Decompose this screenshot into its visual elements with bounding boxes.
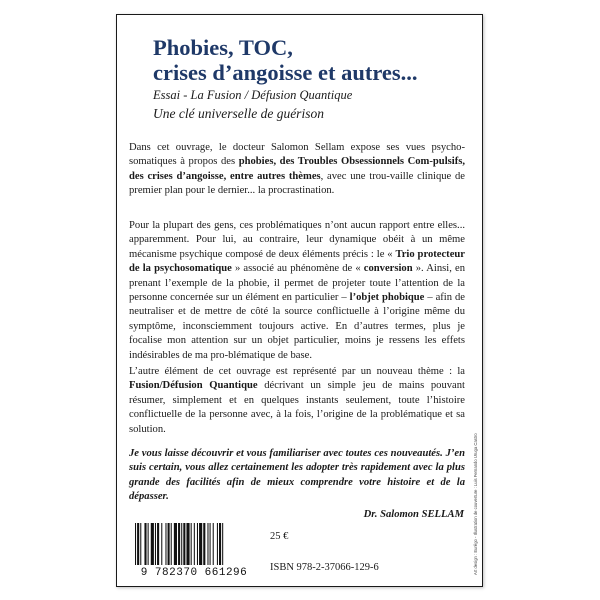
emphasis-text: Fusion/Défusion Quantique (129, 380, 258, 392)
barcode-bar (181, 523, 182, 565)
body-text: Pour la plupart des gens, ces problématiques n’ont aucun rapport entre elles... apparemment. Pour lui, au contraire, leur dynamique obéit à un même mécanisme psychique composé de deux éléments précis : le « (129, 220, 465, 260)
barcode-bar (151, 523, 154, 565)
barcode-bar (144, 523, 146, 565)
emphasis-text: phobies, des Troubles Obsessionnels Com-pulsifs, des crises d’angoisse, entre autres thèmes (129, 156, 465, 182)
barcode-bar (203, 523, 205, 565)
book-back-cover (116, 14, 483, 587)
barcode-bar (171, 523, 172, 565)
emphasis-text: conversion (363, 263, 413, 275)
barcode-bar (161, 523, 162, 565)
barcode-bar (210, 523, 211, 565)
body-text: L’autre élément de cet ouvrage est représenté par un nouveau thème : la (129, 366, 465, 377)
book-tagline: Une clé universelle de guérison (153, 106, 324, 121)
barcode-digits: 9 782370 661296 (140, 567, 248, 579)
barcode-bar (157, 523, 159, 565)
author-signature: Dr. Salomon SELLAM (363, 509, 464, 520)
barcode-bar (168, 523, 170, 565)
barcode-bar (140, 523, 141, 565)
barcode-bar (213, 523, 214, 565)
cover-credits: Art design : Eurêgo - Illustration de couverture : Luis Fernando Uruga Castro (473, 433, 478, 575)
emphasis-text: l’objet phobique (349, 292, 425, 304)
barcode-bar (178, 523, 180, 565)
paragraph-closing: Je vous laisse découvrir et vous familiariser avec toutes ces nouveautés. J’en suis certain, vous allez certainement les adopter très rapidement avec la plus grande des facilités afin de mieux comprendre votre histoire et de la dépasser. (129, 448, 465, 503)
barcode-bar (135, 523, 136, 565)
emphasis-text: Trio protecteur de la psychosomatique (129, 248, 466, 275)
barcode-bar (219, 523, 221, 565)
barcode-bar (197, 523, 198, 565)
barcode-bar (199, 523, 202, 565)
body-text: , avec une trou-vaille clinique de premier plan pour le dernier... la procrastination. (129, 170, 465, 197)
barcode-bar (155, 523, 156, 565)
barcode-bar (165, 523, 166, 565)
barcode-bar (183, 523, 185, 565)
book-subtitle: Essai - La Fusion / Défusion Quantique (153, 88, 353, 102)
barcode-bar (191, 523, 192, 565)
body-text: ». Ainsi, en prenant l’exemple de la phobie, il permet de projeter toute l’attention de la personne concernée sur un élément en particulier – (129, 263, 465, 304)
barcode-bar (222, 523, 223, 565)
barcode-bar (207, 523, 208, 565)
isbn-label: ISBN 978-2-37066-129-6 (270, 562, 379, 573)
paragraph-fusion (129, 365, 465, 437)
body-text: Dans cet ouvrage, le docteur Salomon Sellam expose ses vues psycho-somatiques à propos des (129, 142, 465, 168)
body-text: – afin de neutraliser et de mettre de côté la source conflictuelle à l’origine même du symptôme, inconsciemment toujours active. En d’autres termes, plus je focalise mon attention sur un objet particulier, moins je ressens les effets indésirables de ma pro-blématique de base. (129, 292, 465, 361)
barcode-bar (186, 523, 189, 565)
barcode-bars-graphic (131, 523, 257, 567)
paragraph-mechanism (129, 219, 465, 363)
paragraph-intro (129, 141, 465, 199)
isbn-barcode (131, 523, 257, 579)
book-title-line-2: crises d’angoisse et autres... (153, 60, 418, 85)
body-text: décrivant un simple jeu de mains pouvant résumer, simplement et en quelques instants seulement, toute l’histoire conflictuelle de la personne avec, à la fois, l’origine de la problématique et sa solution. (129, 380, 466, 435)
barcode-bar (148, 523, 149, 565)
book-title-line-1: Phobies, TOC, (153, 35, 293, 60)
barcode-bar (137, 523, 139, 565)
barcode-bar (217, 523, 218, 565)
price-label: 25 € (270, 531, 289, 542)
barcode-bar (194, 523, 195, 565)
barcode-bar (174, 523, 177, 565)
body-text: » associé au phénomène de « (231, 263, 364, 275)
